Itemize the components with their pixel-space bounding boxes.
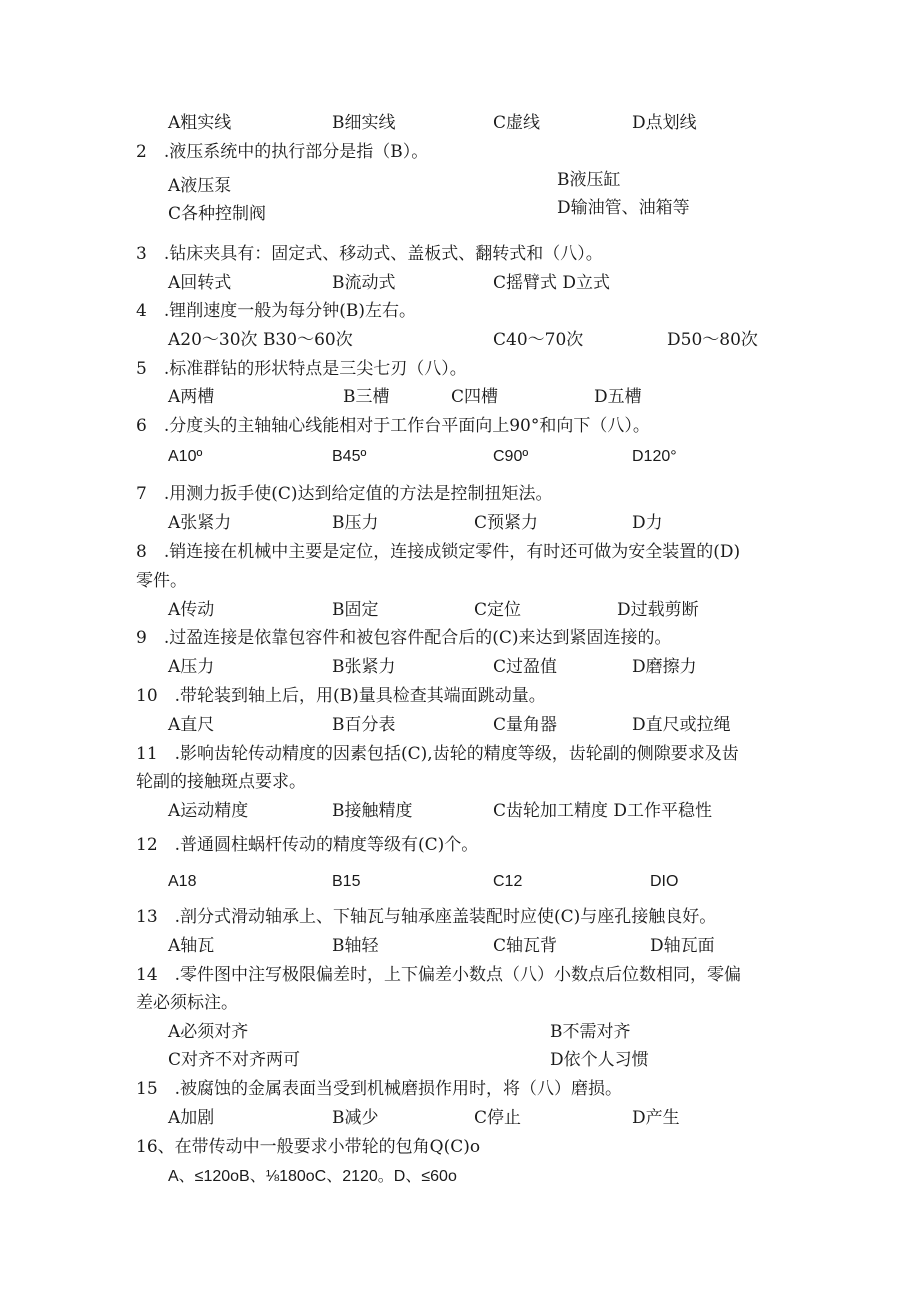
question-13: 13 .剖分式滑动轴承上、下轴瓦与轴承座盖装配时应使(C)与座孔接触良好。 xyxy=(136,907,717,927)
question-16: 16、在带传动中一般要求小带轮的包角Q(C)o xyxy=(136,1137,481,1157)
q15-option-c: C停止 xyxy=(474,1108,522,1128)
q7-option-d: D力 xyxy=(632,513,663,533)
q3-option-a: A回转式 xyxy=(168,273,232,293)
q6-option-c: C90º xyxy=(493,448,529,465)
question-2: 2 .液压系统中的执行部分是指（B）。 xyxy=(136,142,429,162)
q14-option-c: C对齐不对齐两可 xyxy=(168,1050,301,1070)
q1-option-c: C虚线 xyxy=(493,113,541,133)
q4-option-ab: A20～30次 B30～60次 xyxy=(168,330,353,350)
question-15: 15 .被腐蚀的金属表面当受到机械磨损作用时，将（八）磨损。 xyxy=(136,1079,623,1099)
q12-option-d: DIO xyxy=(650,873,679,890)
q8-option-d: D过载剪断 xyxy=(617,600,699,620)
q11-option-cd: C齿轮加工精度 D工作平稳性 xyxy=(493,801,713,821)
q13-option-a: A轴瓦 xyxy=(168,936,215,956)
q7-option-b: B压力 xyxy=(332,513,379,533)
q2-option-c: C各种控制阀 xyxy=(168,204,267,224)
q2-option-b: B液压缸 xyxy=(557,170,621,190)
q6-option-a: A10º xyxy=(168,448,203,465)
q11-option-a: A运动精度 xyxy=(168,801,249,821)
q13-option-b: B轴轻 xyxy=(332,936,379,956)
question-11-line-2: 轮副的接触斑点要求。 xyxy=(136,772,306,792)
q16-options: A、≤120oB、⅛180oC、2120。D、≤60o xyxy=(168,1168,457,1185)
q10-option-d: D直尺或拉绳 xyxy=(632,715,731,735)
q5-option-d: D五槽 xyxy=(594,387,642,407)
q14-option-d: D依个人习惯 xyxy=(550,1050,649,1070)
q8-option-c: C定位 xyxy=(474,600,522,620)
q2-option-d: D输油管、油箱等 xyxy=(557,198,690,218)
question-12: 12 .普通圆柱蜗杆传动的精度等级有(C)个。 xyxy=(136,835,479,855)
q10-option-a: A直尺 xyxy=(168,715,215,735)
q5-option-a: A两槽 xyxy=(168,387,215,407)
q8-option-b: B固定 xyxy=(332,600,379,620)
q1-option-b: B细实线 xyxy=(332,113,396,133)
question-14-line-1: 14 .零件图中注写极限偏差时，上下偏差小数点（八）小数点后位数相同，零偏 xyxy=(136,965,742,985)
question-4: 4 .锂削速度一般为每分钟(B)左右。 xyxy=(136,301,416,321)
q10-option-c: C量角器 xyxy=(493,715,558,735)
question-9: 9 .过盈连接是依靠包容件和被包容件配合后的(C)来达到紧固连接的。 xyxy=(136,628,672,648)
q8-option-a: A传动 xyxy=(168,600,215,620)
q10-option-b: B百分表 xyxy=(332,715,396,735)
q13-option-d: D轴瓦面 xyxy=(650,936,715,956)
q1-option-a: A粗实线 xyxy=(168,113,232,133)
q9-option-b: B张紧力 xyxy=(332,657,396,677)
question-3: 3 .钻床夹具有：固定式、移动式、盖板式、翻转式和（八）。 xyxy=(136,244,603,264)
question-11-line-1: 11 .影响齿轮传动精度的因素包括(C),齿轮的精度等级，齿轮副的侧隙要求及齿 xyxy=(136,744,739,764)
q12-option-a: A18 xyxy=(168,873,197,890)
q12-option-c: C12 xyxy=(493,873,523,890)
q14-option-b: B不需对齐 xyxy=(550,1022,631,1042)
q3-option-cd: C摇臂式 D立式 xyxy=(493,273,611,293)
q13-option-c: C轴瓦背 xyxy=(493,936,558,956)
q7-option-a: A张紧力 xyxy=(168,513,232,533)
q4-option-d: D50～80次 xyxy=(667,330,758,350)
q14-option-a: A必须对齐 xyxy=(168,1022,249,1042)
q12-option-b: B15 xyxy=(332,873,361,890)
q11-option-b: B接触精度 xyxy=(332,801,413,821)
q15-option-d: D产生 xyxy=(632,1108,680,1128)
q5-option-b: B三槽 xyxy=(343,387,390,407)
q2-option-a: A液压泵 xyxy=(168,176,232,196)
question-10: 10 .带轮装到轴上后，用(B)量具检查其端面跳动量。 xyxy=(136,686,546,706)
q4-option-c: C40～70次 xyxy=(493,330,584,350)
question-8-line-1: 8 .销连接在机械中主要是定位，连接成锁定零件，有时还可做为安全装置的(D) xyxy=(136,542,741,562)
q5-option-c: C四槽 xyxy=(451,387,499,407)
q3-option-b: B流动式 xyxy=(332,273,396,293)
q7-option-c: C预紧力 xyxy=(474,513,539,533)
q15-option-a: A加剧 xyxy=(168,1108,215,1128)
q6-option-d: D120° xyxy=(632,448,677,465)
q9-option-d: D磨擦力 xyxy=(632,657,697,677)
q9-option-c: C过盈值 xyxy=(493,657,558,677)
question-7: 7 .用测力扳手使(C)达到给定值的方法是控制扭矩法。 xyxy=(136,484,553,504)
question-6: 6 .分度头的主轴轴心线能相对于工作台平面向上90°和向下（八）。 xyxy=(136,416,650,436)
q9-option-a: A压力 xyxy=(168,657,215,677)
question-14-line-2: 差必须标注。 xyxy=(136,993,238,1013)
q15-option-b: B减少 xyxy=(332,1108,379,1128)
q6-option-b: B45º xyxy=(332,448,367,465)
question-5: 5 .标准群钻的形状特点是三尖七刃（八）。 xyxy=(136,359,467,379)
q1-option-d: D点划线 xyxy=(632,113,697,133)
question-8-line-2: 零件。 xyxy=(136,571,187,591)
